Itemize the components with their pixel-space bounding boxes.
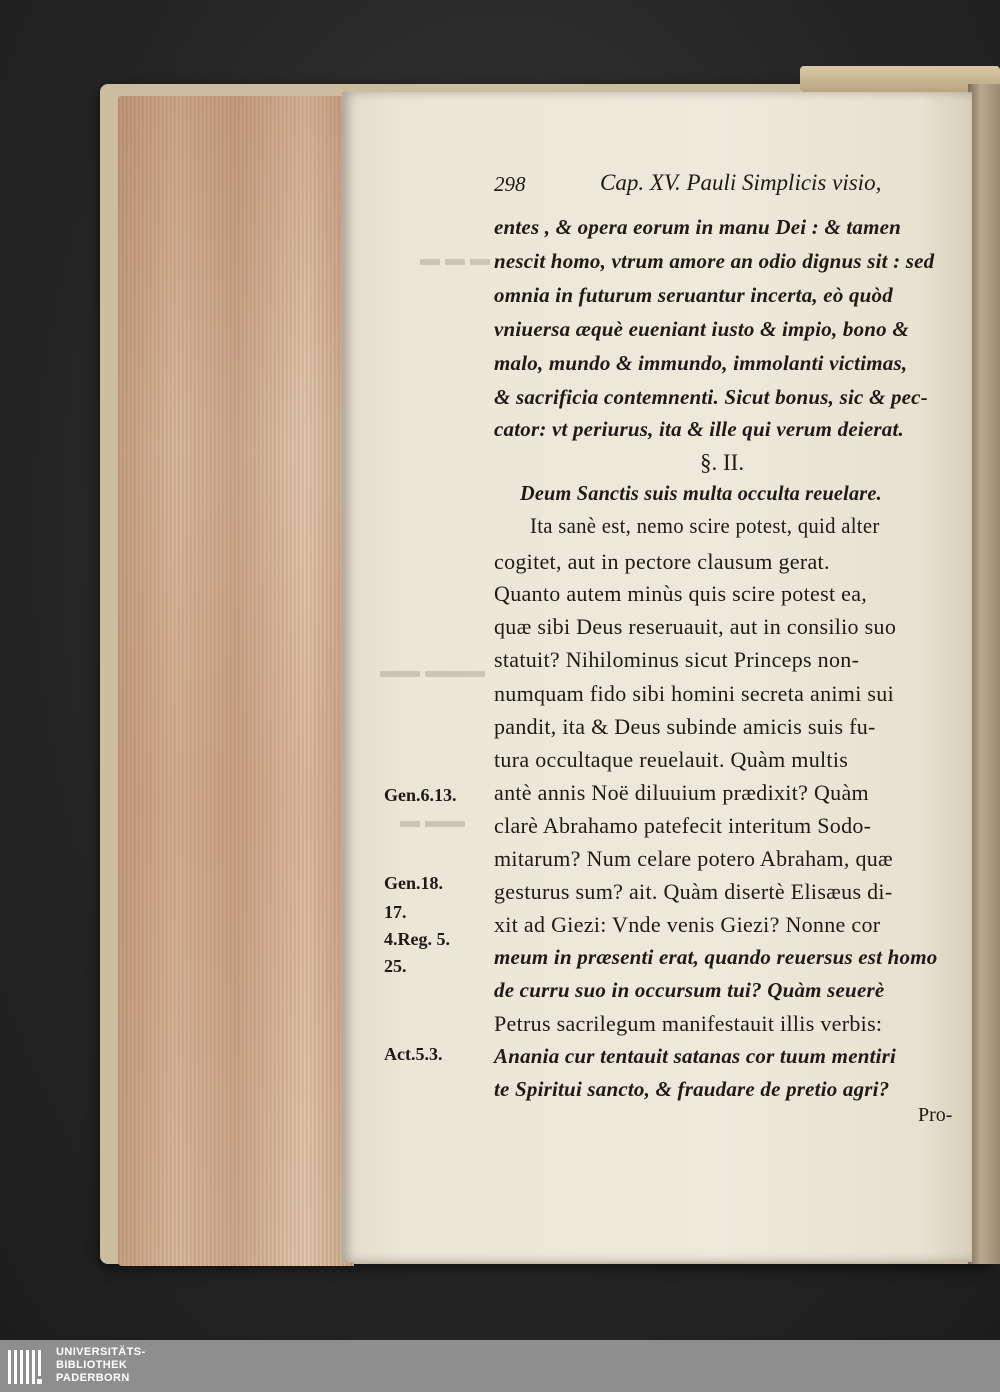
margin-note: 17. <box>384 902 407 922</box>
body-line: pandit, ita & Deus subinde amicis suis fu- <box>494 714 876 739</box>
body-line: mitarum? Num celare potero Abraham, quæ <box>494 846 894 871</box>
body-line: gesturus sum? ait. Quàm disertè Elisæus di- <box>494 879 893 904</box>
library-name <box>56 1346 146 1385</box>
body-line: xit ad Giezi: Vnde venis Giezi? Nonne cor <box>494 912 881 937</box>
show-through-mark: ▬▬▬ ▬▬ <box>380 660 485 682</box>
body-line: te Spiritui sancto, & fraudare de pretio agri? <box>494 1077 890 1101</box>
library-name-line: PADERBORN <box>56 1372 130 1384</box>
text-line: malo, mundo & immundo, immolanti victimas, <box>494 351 908 375</box>
body-line: de curru suo in occursum tui? Quàm seuerè <box>494 978 885 1002</box>
library-name-line: UNIVERSITÄTS- <box>56 1346 146 1358</box>
section-title: Deum Sanctis suis multa occulta reuelare. <box>520 481 882 505</box>
body-line: Quanto autem minùs quis scire potest ea, <box>494 581 868 606</box>
text-line: vniuersa æquè eueniant iusto & impio, bono & <box>494 317 909 341</box>
text-line: entes , & opera eorum in manu Dei : & tamen <box>494 215 902 239</box>
body-line: statuit? Nihilominus sicut Princeps non- <box>494 647 860 672</box>
library-name-line: BIBLIOTHEK <box>56 1359 128 1371</box>
body-line: cogitet, aut in pectore clausum gerat. <box>494 549 830 574</box>
facing-page-edge <box>968 84 1000 1264</box>
library-footer <box>0 1340 1000 1392</box>
page-number: 298 <box>494 172 526 196</box>
body-line: Ita sanè est, nemo scire potest, quid alter <box>530 513 880 538</box>
margin-note: 25. <box>384 956 407 976</box>
margin-note: Act.5.3. <box>384 1044 443 1064</box>
margin-note: Gen.6.13. <box>384 785 457 805</box>
body-line: tura occultaque reuelauit. Quàm multis <box>494 747 849 772</box>
show-through-mark: ▬ ▬ ▬ <box>420 248 490 270</box>
body-line: antè annis Noë diluuium prædixit? Quàm <box>494 780 869 805</box>
catchword: Pro- <box>918 1104 953 1126</box>
margin-note: Gen.18. <box>384 873 444 893</box>
running-head: Cap. XV. Pauli Simplicis visio, <box>600 170 882 195</box>
text-line: & sacrificia contemnenti. Sicut bonus, sic & pec- <box>494 385 928 409</box>
library-logo-icon <box>6 1346 46 1386</box>
text-line: nescit homo, vtrum amore an odio dignus sit : sed <box>494 249 935 273</box>
body-line: quæ sibi Deus reseruauit, aut in consilio suo <box>494 614 897 639</box>
section-number: §. II. <box>700 450 745 475</box>
show-through-mark: ▬▬ ▬ <box>400 810 465 832</box>
margin-note: 4.Reg. 5. <box>384 929 450 949</box>
text-line: cator: vt periurus, ita & ille qui verum deierat. <box>494 417 904 441</box>
page-edges-stain <box>118 96 354 1266</box>
body-line: Anania cur tentauit satanas cor tuum mentiri <box>494 1044 897 1068</box>
text-line: omnia in futurum seruantur incerta, eò quòd <box>494 283 893 307</box>
body-line: clarè Abrahamo patefecit interitum Sodo- <box>494 813 872 838</box>
body-line: meum in præsenti erat, quando reuersus est homo <box>494 945 938 969</box>
body-line: Petrus sacrilegum manifestauit illis verbis: <box>494 1011 883 1036</box>
body-line: numquam fido sibi homini secreta animi sui <box>494 681 894 706</box>
